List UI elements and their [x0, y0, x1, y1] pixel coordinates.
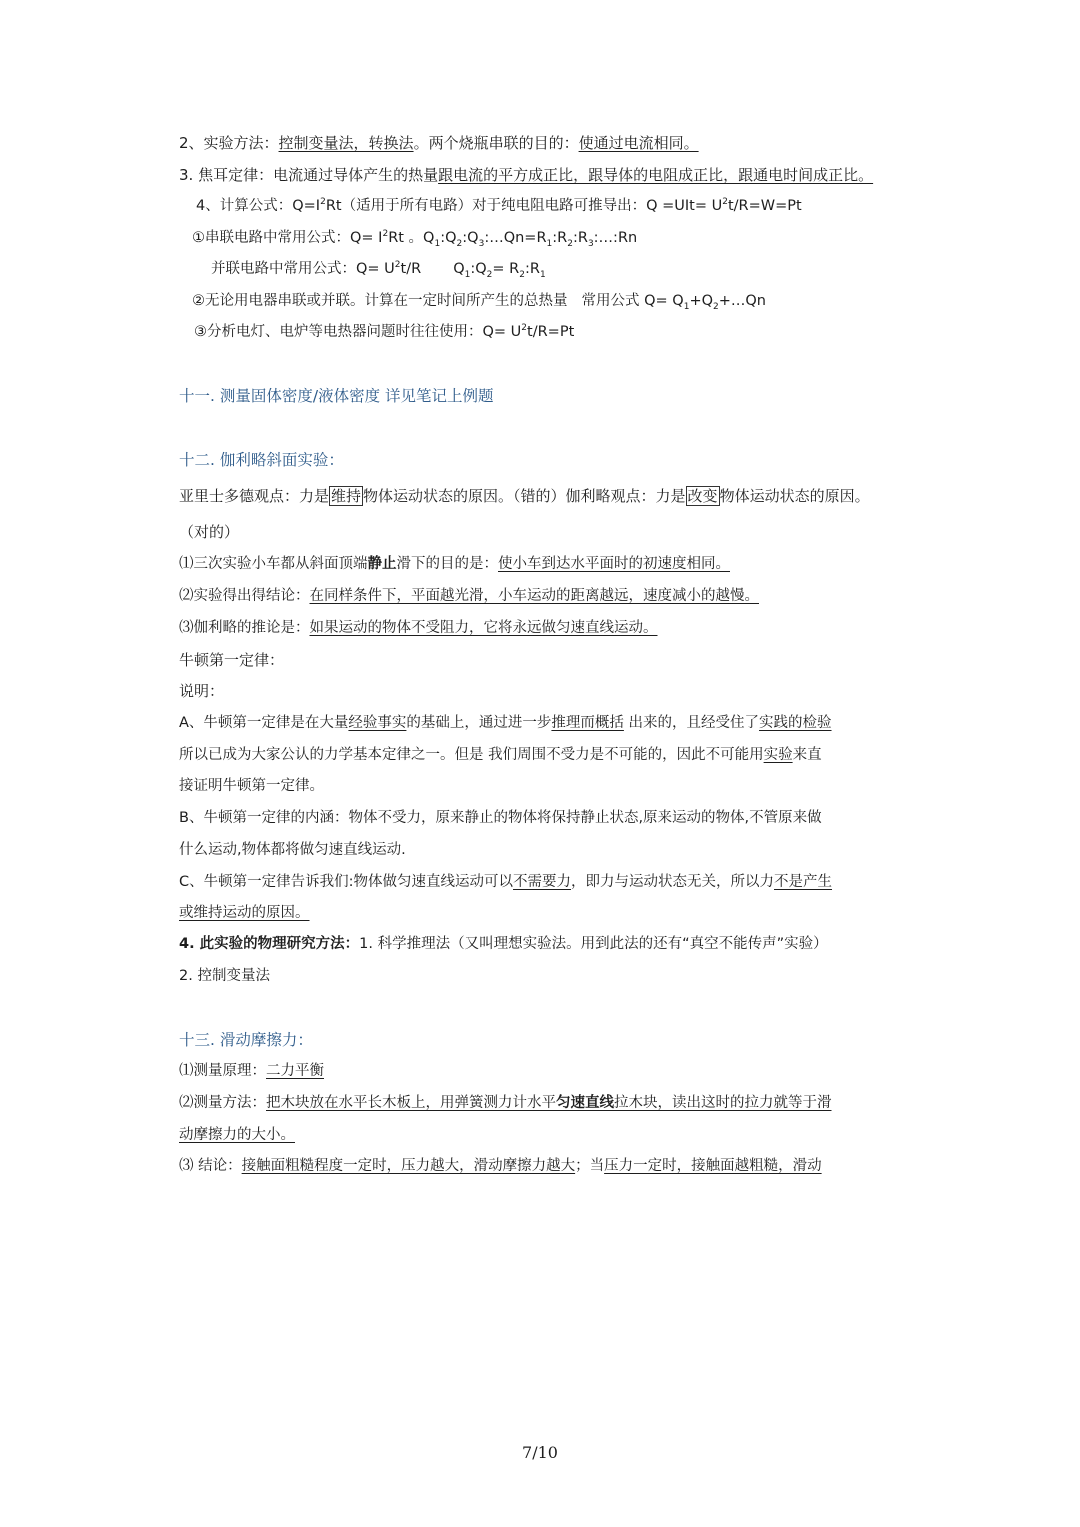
- text: 滑下的目的是：: [396, 556, 498, 572]
- joule-law-line: [179, 165, 873, 185]
- friction-principle-line: [179, 1061, 324, 1081]
- total-heat-line: [192, 291, 766, 311]
- boxed-text: 维持: [331, 487, 362, 505]
- subscript: 3: [587, 238, 594, 249]
- underlined-text: 压力一定时，接触面越粗糙，滑动: [604, 1158, 822, 1174]
- text: +…Qn: [718, 293, 766, 309]
- note-c-line-2: 或维持运动的原因。: [179, 905, 310, 921]
- superscript: 2: [394, 260, 401, 271]
- boxed-text: 改变: [687, 487, 718, 505]
- text: 物体运动状态的原因。: [719, 487, 870, 505]
- friction-conclusion-line: [179, 1156, 822, 1176]
- text: 3. 焦耳定律：电流通过导体产生的热量: [179, 166, 439, 184]
- text: t/R: [400, 261, 422, 277]
- text: = R: [492, 261, 520, 277]
- text: 2、实验方法：: [179, 134, 279, 152]
- subscript: 1: [464, 269, 471, 280]
- note-b-line-2: 什么运动,物体都将做匀速直线运动.: [179, 842, 406, 858]
- text: ⑴三次实验小车都从斜面顶端: [179, 556, 368, 572]
- text: ⑵实验得出得结论：: [179, 588, 310, 604]
- series-formula-line: [192, 228, 637, 248]
- underlined-text: 跟电流的平方成正比，跟导体的电阻成正比，跟通电时间成正比。: [438, 166, 874, 184]
- text: 4、计算公式：Q=I: [196, 198, 321, 214]
- text: A、牛顿第一定律是在大量: [179, 715, 349, 731]
- page-number: 7/10: [522, 1443, 558, 1462]
- viewpoint-line: [179, 486, 870, 506]
- subscript: 2: [567, 238, 573, 249]
- superscript: 2: [382, 229, 389, 240]
- text: 出来的，且经受住了: [623, 715, 760, 731]
- underlined-text: 把木块放在水平长木板上，用弹簧测力计水平: [266, 1095, 556, 1111]
- text: ⑶ 结论：: [179, 1158, 242, 1174]
- newton-first-law-label: 牛顿第一定律：: [179, 651, 285, 669]
- text: 1. 科学推理法（又叫理想实验法。用到此法的还有“真空不能传声”实验）: [359, 936, 828, 952]
- superscript: 2: [320, 197, 326, 208]
- underlined-text: 不需要力: [513, 874, 572, 890]
- subscript: 2: [519, 269, 525, 280]
- text: +Q: [689, 293, 713, 309]
- text: 亚里士多德观点：力是: [179, 487, 330, 505]
- text: ①串联电路中常用公式：Q= I: [192, 230, 383, 246]
- subscript: 1: [546, 238, 553, 249]
- text: :Q: [440, 230, 457, 246]
- subscript: 1: [539, 269, 546, 280]
- friction-method-line-2: 动摩擦力的大小。: [179, 1127, 295, 1143]
- question-2-line: [179, 586, 759, 606]
- text: 的基础上，通过进一步: [406, 715, 552, 731]
- heater-formula-line: [194, 322, 574, 342]
- text: :Q: [470, 261, 487, 277]
- text: ⑴测量原理：: [179, 1063, 266, 1079]
- section-11-heading: 十一. 测量固体密度/液体密度 详见笔记上例题: [179, 387, 494, 405]
- superscript: 2: [722, 197, 728, 208]
- text: ，即力与运动状态无关，所以力: [571, 874, 775, 890]
- underlined-text: 如果运动的物体不受阻力，它将永远做匀速直线运动。: [309, 620, 658, 636]
- text: 所以已成为大家公认的力学基本定律之一。但是 我们周围不受力是不可能的，因此不可能用: [179, 747, 764, 763]
- superscript: 2: [521, 323, 528, 334]
- text: Q: [453, 261, 465, 277]
- text: ③分析电灯、电炉等电热器问题时往往使用：Q= U: [194, 324, 522, 340]
- text: :R: [552, 230, 568, 246]
- note-c-line-1: [179, 872, 832, 892]
- text: Rt（适用于所有电路）对于纯电阻电路可推导出：Q =UIt= U: [325, 198, 723, 214]
- subscript: 2: [713, 301, 719, 312]
- underlined-text: 使小车到达水平面时的初速度相同。: [498, 556, 730, 572]
- underlined-text: 控制变量法，转换法: [278, 134, 414, 152]
- text: ⑵测量方法：: [179, 1095, 266, 1111]
- text: 常用公式 Q= Q: [581, 293, 684, 309]
- text: ②无论用电器串联或并联。计算在一定时间所产生的总热量: [192, 293, 568, 309]
- text: Rt 。Q: [388, 230, 435, 246]
- underlined-text: 拉木块，读出这时的拉力就等于滑: [614, 1095, 832, 1111]
- research-method-line: [179, 934, 828, 954]
- subscript: 1: [434, 238, 441, 249]
- text: 来直: [792, 747, 822, 763]
- experiment-method-line: [179, 133, 699, 153]
- text: 并联电路中常用公式：Q= U: [211, 261, 395, 277]
- question-3-line: [179, 618, 658, 638]
- underlined-text: 实践的检验: [759, 715, 832, 731]
- note-a-line-3: 接证明牛顿第一定律。: [179, 778, 324, 794]
- text: :R: [524, 261, 540, 277]
- underlined-text: 实验: [763, 747, 793, 763]
- underlined-text: 二力平衡: [266, 1063, 324, 1079]
- underlined-text: 不是产生: [774, 874, 833, 890]
- question-1-line: [179, 554, 730, 574]
- text: :R: [572, 230, 588, 246]
- text: 物体运动状态的原因。（错的）伽利略观点：力是: [363, 487, 686, 505]
- underlined-text: 推理而概括: [551, 715, 624, 731]
- text: ；当: [575, 1158, 605, 1174]
- underlined-text: 接触面粗糙程度一定时，压力越大，滑动摩擦力越大: [241, 1158, 576, 1174]
- text: t/R=Pt: [527, 324, 575, 340]
- text: 。两个烧瓶串联的目的：: [413, 134, 579, 152]
- subscript: 2: [486, 269, 493, 280]
- text: :…:Rn: [593, 230, 638, 246]
- bold-underlined-text: 匀速直线: [556, 1095, 614, 1111]
- explanation-label: 说明：: [179, 682, 225, 700]
- viewpoint-line-cont: （对的）: [179, 523, 240, 541]
- underlined-text: 在同样条件下，平面越光滑，小车运动的距离越远，速度减小的越慢。: [309, 588, 759, 604]
- formula-line: [196, 196, 802, 216]
- bold-text: 4. 此实验的物理研究方法：: [179, 936, 360, 952]
- section-13-heading: 十三. 滑动摩擦力：: [179, 1031, 313, 1049]
- text: C、牛顿第一定律告诉我们:物体做匀速直线运动可以: [179, 874, 514, 890]
- text: ⑶伽利略的推论是：: [179, 620, 310, 636]
- text: t/R=W=Pt: [727, 198, 802, 214]
- note-a-line-2: [179, 745, 822, 765]
- subscript: 1: [683, 301, 690, 312]
- text: :…Qn=R: [484, 230, 547, 246]
- note-a-line-1: [179, 713, 832, 733]
- underlined-text: 使通过电流相同。: [578, 134, 699, 152]
- bold-text: 静止: [367, 556, 397, 572]
- research-method-line-2: 2. 控制变量法: [179, 968, 270, 984]
- underlined-text: 经验事实: [348, 715, 407, 731]
- section-12-heading: 十二. 伽利略斜面实验：: [179, 451, 344, 469]
- subscript: 3: [478, 238, 485, 249]
- friction-method-line-1: [179, 1093, 832, 1113]
- text: :Q: [462, 230, 479, 246]
- subscript: 2: [456, 238, 463, 249]
- parallel-formula-line: [211, 259, 546, 279]
- note-b-line-1: B、牛顿第一定律的内涵：物体不受力，原来静止的物体将保持静止状态,原来运动的物体,不管原来做: [179, 810, 822, 826]
